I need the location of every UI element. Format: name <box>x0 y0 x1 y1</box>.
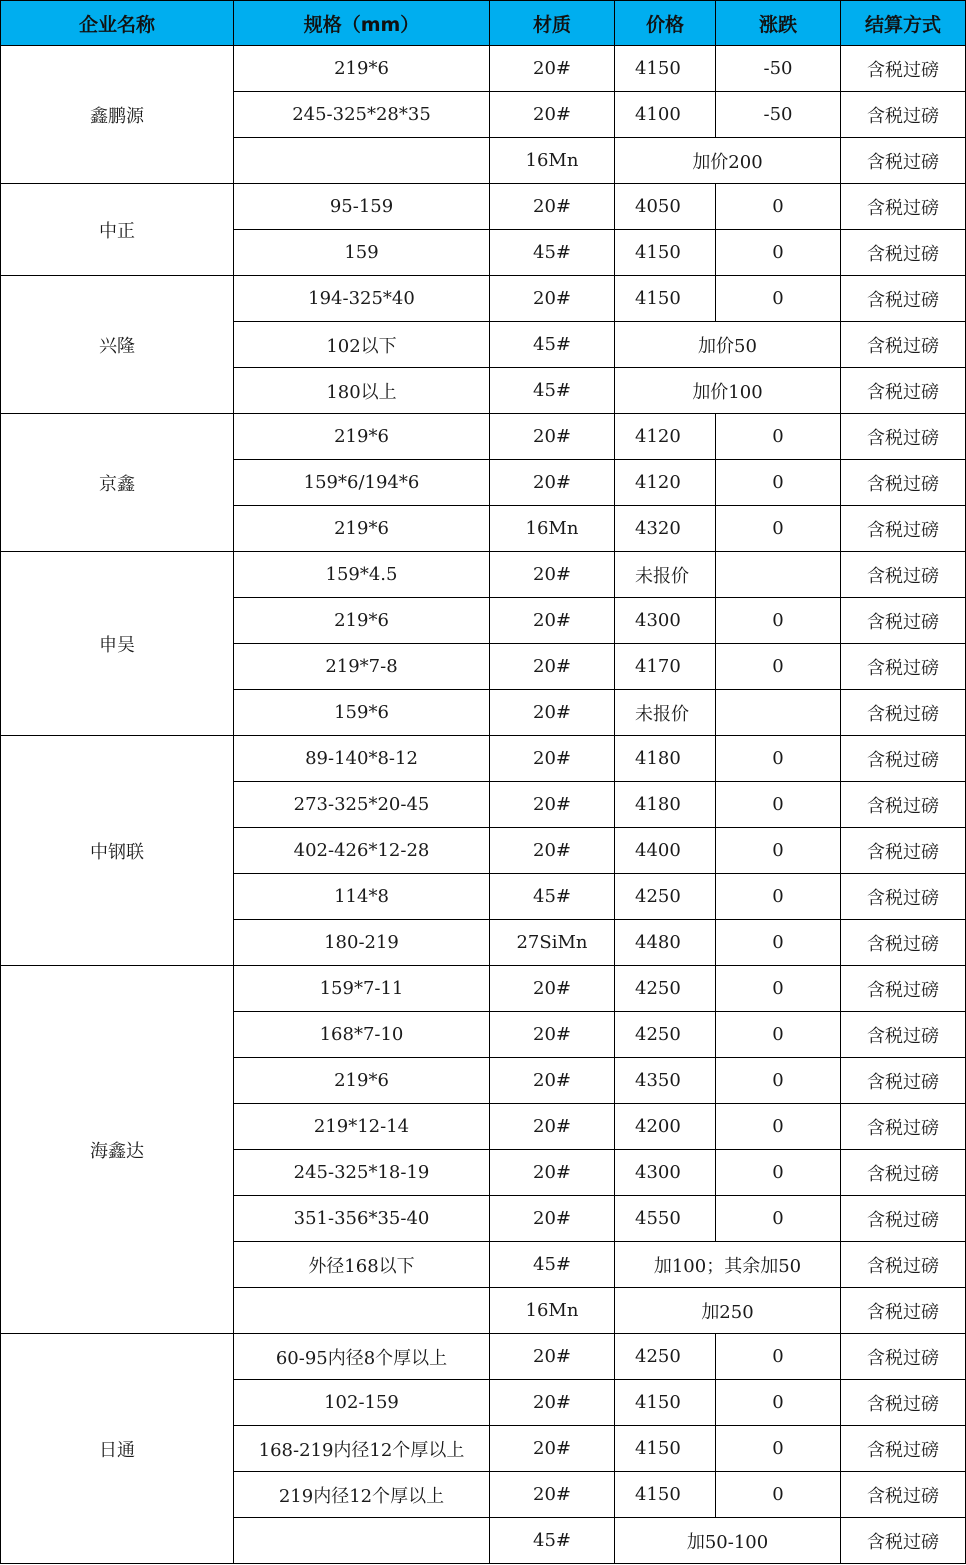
change-cell: 0 <box>716 874 841 920</box>
material-cell: 20# <box>490 414 615 460</box>
price-cell: 4200 <box>615 1104 716 1150</box>
change-cell: 0 <box>716 1472 841 1518</box>
material-cell: 20# <box>490 1334 615 1380</box>
company-name-cell: 日通 <box>1 1334 234 1564</box>
price-cell: 4150 <box>615 276 716 322</box>
spec-cell: 180-219 <box>234 920 490 966</box>
spec-cell: 114*8 <box>234 874 490 920</box>
change-cell: 0 <box>716 460 841 506</box>
settlement-cell: 含税过磅 <box>841 690 966 736</box>
spec-cell: 402-426*12-28 <box>234 828 490 874</box>
change-cell: 0 <box>716 782 841 828</box>
spec-cell <box>234 1288 490 1334</box>
change-cell: 0 <box>716 920 841 966</box>
settlement-cell: 含税过磅 <box>841 230 966 276</box>
table-row <box>1 276 966 322</box>
settlement-cell: 含税过磅 <box>841 322 966 368</box>
material-cell: 20# <box>490 184 615 230</box>
change-cell: 0 <box>716 828 841 874</box>
header-company: 企业名称 <box>1 1 234 46</box>
price-cell: 4250 <box>615 874 716 920</box>
price-cell: 未报价 <box>615 690 716 736</box>
table-row <box>1 552 966 598</box>
price-cell: 4100 <box>615 92 716 138</box>
material-cell: 20# <box>490 736 615 782</box>
spec-cell <box>234 1518 490 1564</box>
settlement-cell: 含税过磅 <box>841 184 966 230</box>
change-cell: 0 <box>716 414 841 460</box>
spec-cell: 159*6/194*6 <box>234 460 490 506</box>
spec-cell: 168*7-10 <box>234 1012 490 1058</box>
company-name-cell: 海鑫达 <box>1 966 234 1334</box>
material-cell: 27SiMn <box>490 920 615 966</box>
material-cell: 45# <box>490 368 615 414</box>
spec-cell: 89-140*8-12 <box>234 736 490 782</box>
price-cell: 4120 <box>615 414 716 460</box>
company-name-cell: 兴隆 <box>1 276 234 414</box>
change-cell: 0 <box>716 1426 841 1472</box>
settlement-cell: 含税过磅 <box>841 1104 966 1150</box>
material-cell: 20# <box>490 92 615 138</box>
settlement-cell: 含税过磅 <box>841 506 966 552</box>
change-cell: -50 <box>716 46 841 92</box>
spec-cell: 168-219内径12个厚以上 <box>234 1426 490 1472</box>
settlement-cell: 含税过磅 <box>841 1150 966 1196</box>
material-cell: 20# <box>490 690 615 736</box>
header-change: 涨跌 <box>716 1 841 46</box>
table-row <box>1 414 966 460</box>
settlement-cell: 含税过磅 <box>841 414 966 460</box>
price-cell: 4150 <box>615 1380 716 1426</box>
header-material: 材质 <box>490 1 615 46</box>
change-cell: 0 <box>716 1012 841 1058</box>
spec-cell: 95-159 <box>234 184 490 230</box>
material-cell: 20# <box>490 966 615 1012</box>
change-cell: 0 <box>716 644 841 690</box>
spec-cell: 245-325*18-19 <box>234 1150 490 1196</box>
spec-cell: 351-356*35-40 <box>234 1196 490 1242</box>
company-name-cell: 京鑫 <box>1 414 234 552</box>
table-row <box>1 46 966 92</box>
change-cell: 0 <box>716 966 841 1012</box>
spec-cell: 219*6 <box>234 414 490 460</box>
material-cell: 20# <box>490 460 615 506</box>
settlement-cell: 含税过磅 <box>841 1288 966 1334</box>
settlement-cell: 含税过磅 <box>841 368 966 414</box>
material-cell: 20# <box>490 276 615 322</box>
material-cell: 16Mn <box>490 1288 615 1334</box>
price-cell: 4180 <box>615 782 716 828</box>
change-cell <box>716 552 841 598</box>
material-cell: 20# <box>490 1104 615 1150</box>
price-cell: 4480 <box>615 920 716 966</box>
change-cell: 0 <box>716 506 841 552</box>
header-settlement: 结算方式 <box>841 1 966 46</box>
price-cell: 4400 <box>615 828 716 874</box>
material-cell: 45# <box>490 1242 615 1288</box>
material-cell: 20# <box>490 1472 615 1518</box>
change-cell: 0 <box>716 736 841 782</box>
material-cell: 20# <box>490 46 615 92</box>
settlement-cell: 含税过磅 <box>841 1518 966 1564</box>
change-cell <box>716 690 841 736</box>
price-adjustment-cell: 加价200 <box>615 138 841 184</box>
material-cell: 20# <box>490 1058 615 1104</box>
change-cell: 0 <box>716 230 841 276</box>
price-adjustment-cell: 加250 <box>615 1288 841 1334</box>
spec-cell: 外径168以下 <box>234 1242 490 1288</box>
spec-cell: 194-325*40 <box>234 276 490 322</box>
spec-cell: 273-325*20-45 <box>234 782 490 828</box>
spec-cell: 219*6 <box>234 46 490 92</box>
settlement-cell: 含税过磅 <box>841 460 966 506</box>
price-cell: 4150 <box>615 1426 716 1472</box>
material-cell: 20# <box>490 828 615 874</box>
spec-cell: 159*7-11 <box>234 966 490 1012</box>
table-row <box>1 966 966 1012</box>
change-cell: 0 <box>716 184 841 230</box>
company-name-cell: 申吴 <box>1 552 234 736</box>
settlement-cell: 含税过磅 <box>841 1472 966 1518</box>
price-cell: 4250 <box>615 966 716 1012</box>
price-cell: 4300 <box>615 1150 716 1196</box>
change-cell: 0 <box>716 1058 841 1104</box>
material-cell: 20# <box>490 644 615 690</box>
price-cell: 4350 <box>615 1058 716 1104</box>
change-cell: 0 <box>716 1334 841 1380</box>
price-cell: 4250 <box>615 1012 716 1058</box>
material-cell: 20# <box>490 1380 615 1426</box>
spec-cell: 219*6 <box>234 506 490 552</box>
spec-cell: 159*6 <box>234 690 490 736</box>
material-cell: 45# <box>490 874 615 920</box>
material-cell: 20# <box>490 598 615 644</box>
material-cell: 20# <box>490 1196 615 1242</box>
price-cell: 4120 <box>615 460 716 506</box>
settlement-cell: 含税过磅 <box>841 828 966 874</box>
material-cell: 45# <box>490 230 615 276</box>
spec-cell: 219*6 <box>234 598 490 644</box>
change-cell: 0 <box>716 598 841 644</box>
price-cell: 4150 <box>615 46 716 92</box>
price-adjustment-cell: 加价50 <box>615 322 841 368</box>
spec-cell: 180以上 <box>234 368 490 414</box>
spec-cell: 102以下 <box>234 322 490 368</box>
header-price: 价格 <box>615 1 716 46</box>
material-cell: 20# <box>490 1150 615 1196</box>
change-cell: 0 <box>716 1150 841 1196</box>
price-cell: 4550 <box>615 1196 716 1242</box>
settlement-cell: 含税过磅 <box>841 598 966 644</box>
spec-cell: 219*12-14 <box>234 1104 490 1150</box>
settlement-cell: 含税过磅 <box>841 920 966 966</box>
spec-cell: 219内径12个厚以上 <box>234 1472 490 1518</box>
material-cell: 16Mn <box>490 138 615 184</box>
spec-cell <box>234 138 490 184</box>
spec-cell: 219*6 <box>234 1058 490 1104</box>
settlement-cell: 含税过磅 <box>841 1058 966 1104</box>
table-row <box>1 184 966 230</box>
table-header <box>1 1 966 46</box>
change-cell: 0 <box>716 276 841 322</box>
settlement-cell: 含税过磅 <box>841 1334 966 1380</box>
change-cell: 0 <box>716 1104 841 1150</box>
settlement-cell: 含税过磅 <box>841 736 966 782</box>
spec-cell: 60-95内径8个厚以上 <box>234 1334 490 1380</box>
price-adjustment-cell: 加价100 <box>615 368 841 414</box>
material-cell: 45# <box>490 322 615 368</box>
price-cell: 4150 <box>615 230 716 276</box>
settlement-cell: 含税过磅 <box>841 1242 966 1288</box>
price-adjustment-cell: 加50-100 <box>615 1518 841 1564</box>
spec-cell: 219*7-8 <box>234 644 490 690</box>
settlement-cell: 含税过磅 <box>841 92 966 138</box>
settlement-cell: 含税过磅 <box>841 552 966 598</box>
settlement-cell: 含税过磅 <box>841 1380 966 1426</box>
settlement-cell: 含税过磅 <box>841 1196 966 1242</box>
company-name-cell: 鑫鹏源 <box>1 46 234 184</box>
price-cell: 4150 <box>615 1472 716 1518</box>
settlement-cell: 含税过磅 <box>841 1426 966 1472</box>
material-cell: 45# <box>490 1518 615 1564</box>
settlement-cell: 含税过磅 <box>841 644 966 690</box>
price-cell: 4180 <box>615 736 716 782</box>
spec-cell: 102-159 <box>234 1380 490 1426</box>
header-spec: 规格（mm） <box>234 1 490 46</box>
change-cell: -50 <box>716 92 841 138</box>
settlement-cell: 含税过磅 <box>841 782 966 828</box>
material-cell: 20# <box>490 552 615 598</box>
material-cell: 16Mn <box>490 506 615 552</box>
settlement-cell: 含税过磅 <box>841 138 966 184</box>
price-cell: 4050 <box>615 184 716 230</box>
header-row <box>1 1 966 46</box>
price-cell: 4300 <box>615 598 716 644</box>
price-cell: 4250 <box>615 1334 716 1380</box>
price-adjustment-cell: 加100；其余加50 <box>615 1242 841 1288</box>
price-cell: 4170 <box>615 644 716 690</box>
price-cell: 未报价 <box>615 552 716 598</box>
change-cell: 0 <box>716 1196 841 1242</box>
spec-cell: 245-325*28*35 <box>234 92 490 138</box>
material-cell: 20# <box>490 782 615 828</box>
material-cell: 20# <box>490 1012 615 1058</box>
price-cell: 4320 <box>615 506 716 552</box>
table-body <box>1 46 966 1564</box>
company-name-cell: 中钢联 <box>1 736 234 966</box>
table-row <box>1 736 966 782</box>
settlement-cell: 含税过磅 <box>841 966 966 1012</box>
settlement-cell: 含税过磅 <box>841 874 966 920</box>
spec-cell: 159*4.5 <box>234 552 490 598</box>
company-name-cell: 中正 <box>1 184 234 276</box>
settlement-cell: 含税过磅 <box>841 46 966 92</box>
table-row <box>1 1334 966 1380</box>
settlement-cell: 含税过磅 <box>841 1012 966 1058</box>
settlement-cell: 含税过磅 <box>841 276 966 322</box>
change-cell: 0 <box>716 1380 841 1426</box>
material-cell: 20# <box>490 1426 615 1472</box>
spec-cell: 159 <box>234 230 490 276</box>
